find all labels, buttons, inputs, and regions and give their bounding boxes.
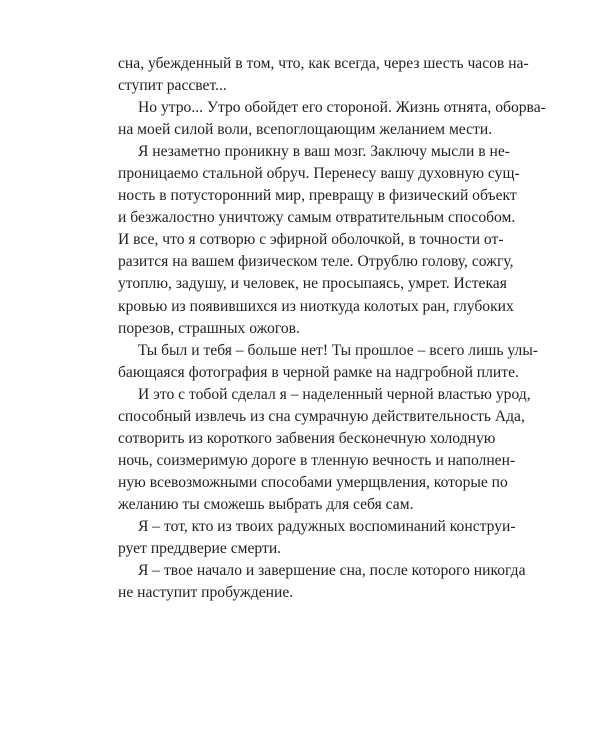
text-line: бающаяся фотография в черной рамке на надгробной плите. xyxy=(118,363,519,381)
body-text xyxy=(118,53,546,604)
paragraph xyxy=(118,340,538,384)
text-line: рует преддверие смерти. xyxy=(118,540,282,558)
text-line: Я незаметно проникну в ваш мозг. Заключу мысли в не- xyxy=(138,143,510,161)
text-line: порезов, страшных ожогов. xyxy=(118,319,300,337)
paragraph xyxy=(118,97,546,141)
text-line: ночь, соизмеримую дороге в тленную вечность и наполнен- xyxy=(118,451,516,469)
text-line: сотворить из короткого забвения бесконечную холодную xyxy=(118,429,496,447)
paragraph xyxy=(118,53,529,97)
text-line: Я – твое начало и завершение сна, после которого никогда xyxy=(138,562,526,580)
text-line: И это с тобой сделал я – наделенный черной властью урод, xyxy=(138,385,531,403)
text-line: кровью из появившихся из ниоткуда колотых ран, глубоких xyxy=(118,297,514,315)
paragraph xyxy=(118,560,526,604)
text-line: способный извлечь из сна сумрачную действительность Ада, xyxy=(118,407,525,425)
text-line: ступит рассвет... xyxy=(118,77,227,95)
text-line: И все, что я сотворю с эфирной оболочкой, в точности от- xyxy=(118,231,504,249)
text-line: проницаемо стальной обруч. Перенесу вашу духовную сущ- xyxy=(118,165,520,183)
text-line: ность в потусторонний мир, превращу в физический объект xyxy=(118,187,517,205)
text-line: Я – тот, кто из твоих радужных воспоминаний конструи- xyxy=(138,517,516,535)
text-line: Но утро... Утро обойдет его стороной. Жизнь отнята, оборва- xyxy=(138,99,546,117)
text-line: сна, убежденный в том, что, как всегда, через шесть часов на- xyxy=(118,55,529,72)
paragraph xyxy=(118,516,516,560)
paragraph xyxy=(118,141,520,339)
text-line: разится на вашем физическом теле. Отрублю голову, сожгу, xyxy=(118,253,514,271)
text-line: Ты был и тебя – больше нет! Ты прошлое – всего лишь улы- xyxy=(138,341,538,359)
text-line: не наступит пробуждение. xyxy=(118,584,294,602)
text-line: и безжалостно уничтожу самым отвратительным способом. xyxy=(118,209,516,227)
text-line: ную всевозможными способами умерщвления, которые по xyxy=(118,473,508,491)
paragraph xyxy=(118,384,531,516)
text-line: желанию ты сможешь выбрать для себя сам. xyxy=(118,495,414,513)
text-line: на моей силой воли, всепоглощающим желанием мести. xyxy=(118,121,493,139)
text-line: утоплю, задушу, и человек, не просыпаясь, умрет. Истекая xyxy=(118,275,507,293)
